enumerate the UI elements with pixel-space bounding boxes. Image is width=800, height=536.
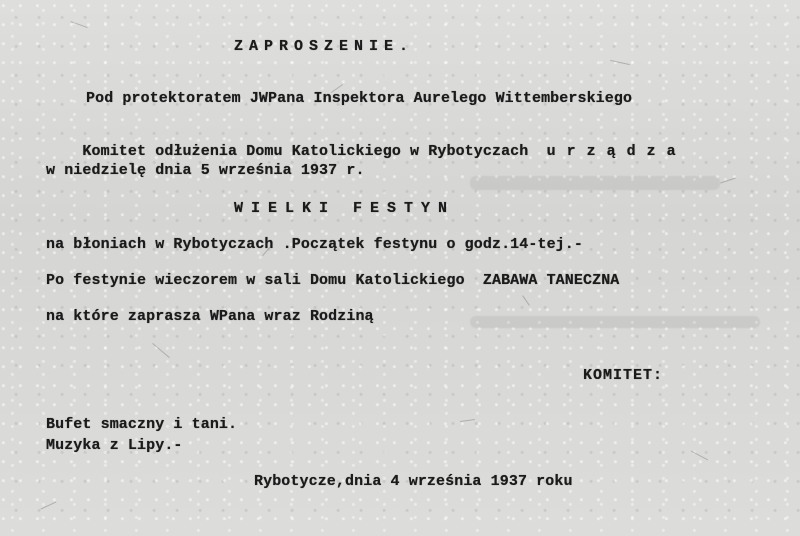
- footer-place-date: Rybotycze,dnia 4 września 1937 roku: [254, 473, 573, 490]
- note-muzyka: Muzyka z Lipy.-: [46, 437, 183, 454]
- paper-fiber: [522, 295, 530, 305]
- paragraph-line-2-verb: urządza: [546, 143, 687, 160]
- paper-fiber: [610, 60, 630, 65]
- bleed-through-smudge: [470, 316, 760, 328]
- paper-fiber: [70, 21, 87, 28]
- paper-fiber: [691, 451, 708, 461]
- note-bufet: Bufet smaczny i tani.: [46, 416, 238, 433]
- paper-fiber: [152, 343, 169, 358]
- details-line-3: na które zaprasza WPana wraz Rodziną: [46, 308, 374, 325]
- paper-fiber: [41, 501, 57, 509]
- paragraph-line-3: w niedzielę dnia 5 września 1937 r.: [46, 162, 365, 179]
- paragraph-line-2-gap: [528, 143, 546, 160]
- headline-wielki-festyn: WIELKI FESTYN: [234, 200, 456, 217]
- paper-fiber: [460, 419, 475, 422]
- details-line-1: na błoniach w Rybotyczach .Początek festynu o godz.14-tej.-: [46, 236, 583, 253]
- page-title: ZAPROSZENIE.: [234, 38, 415, 55]
- details-line-2: Po festynie wieczorem w sali Domu Katolickiego ZABAWA TANECZNA: [46, 272, 620, 289]
- paragraph-line-1: Pod protektoratem JWPana Inspektora Aurelego Wittemberskiego: [86, 90, 633, 107]
- signature-komitet: KOMITET:: [583, 367, 664, 384]
- paper-fiber: [720, 178, 736, 184]
- paragraph-line-2-start: Komitet odłużenia Domu Katolickiego w Rybotyczach: [82, 143, 529, 160]
- bleed-through-smudge: [470, 176, 720, 190]
